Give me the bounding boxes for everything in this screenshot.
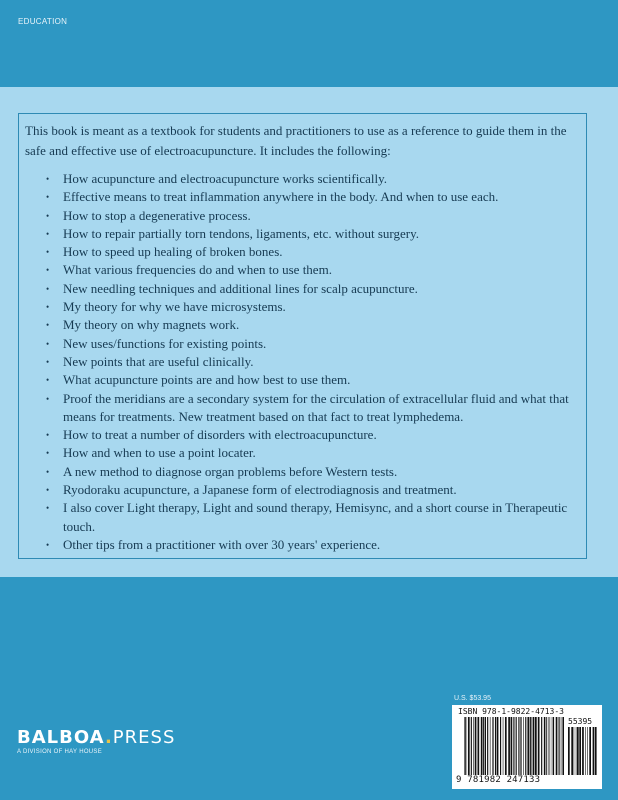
feature-list [25, 170, 585, 554]
barcode-bar [511, 717, 513, 775]
feature-item-text: New points that are useful clinically. [63, 353, 254, 369]
feature-item [25, 499, 585, 536]
bullet-dot: • [46, 192, 50, 203]
isbn-text: ISBN 978-1-9822-4713-3 [458, 707, 564, 716]
barcode-bar [550, 717, 551, 775]
barcode-bar [493, 717, 494, 775]
feature-item [25, 316, 585, 334]
feature-item-text: How to treat a number of disorders with electroacupuncture. [63, 427, 377, 443]
feature-item [25, 536, 585, 554]
barcode-bar [523, 717, 524, 775]
barcode-bar [473, 717, 474, 775]
feature-item [25, 335, 585, 353]
barcode [452, 705, 602, 789]
barcode-bar [582, 727, 584, 775]
barcode-bar [497, 717, 499, 775]
barcode-bar [546, 717, 547, 775]
barcode-bar [574, 727, 575, 775]
barcode-bar [464, 717, 465, 775]
bullet-dot: • [46, 283, 50, 294]
barcode-bar [576, 727, 577, 775]
publisher-logo [17, 728, 175, 755]
barcode-bars-main [464, 717, 564, 775]
barcode-bar [505, 717, 507, 775]
barcode-bar [490, 717, 491, 775]
barcode-bar [525, 717, 526, 775]
barcode-bar [587, 727, 588, 775]
bullet-dot: • [46, 210, 50, 221]
barcode-bar [556, 717, 558, 775]
barcode-bar [495, 717, 496, 775]
feature-item-text: New uses/functions for existing points. [63, 335, 267, 351]
barcode-bar [561, 717, 562, 775]
barcode-bar [475, 717, 477, 775]
barcode-bar [485, 717, 486, 775]
barcode-bar [481, 717, 483, 775]
barcode-bar [538, 717, 540, 775]
feature-item-text: What various frequencies do and when to use them. [63, 262, 332, 278]
bullet-dot: • [46, 393, 50, 404]
bullet-dot: • [46, 448, 50, 459]
feature-item [25, 243, 585, 261]
bullet-dot: • [46, 302, 50, 313]
feature-item-text: How acupuncture and electroacupuncture works scientifically. [63, 171, 388, 186]
feature-item [25, 371, 585, 389]
barcode-bar [577, 727, 579, 775]
barcode-bar [468, 717, 470, 775]
barcode-bar [465, 717, 466, 775]
intro-paragraph: This book is meant as a textbook for students and practitioners to use as a reference to guide them in the safe and effective use of electroacupuncture. It includes the following: [25, 123, 567, 158]
addon-number: 55395 [568, 717, 593, 726]
feature-item-text: My theory on why magnets work. [63, 317, 240, 333]
publisher-name-thin: PRESS [112, 727, 176, 748]
barcode-bar [471, 717, 472, 775]
barcode-bar [559, 717, 560, 775]
publisher-name [17, 728, 175, 748]
barcode-bar [562, 717, 564, 775]
bullet-dot: • [46, 466, 50, 477]
feature-item [25, 426, 585, 444]
barcode-bar [521, 717, 522, 775]
bullet-dot: • [46, 338, 50, 349]
feature-item-text: How and when to use a point locater. [63, 445, 256, 461]
feature-item [25, 298, 585, 316]
feature-item-text: Effective means to treat inflammation anywhere in the body. And when to use each. [63, 189, 499, 205]
feature-item [25, 353, 585, 371]
publisher-name-dot: . [104, 727, 113, 748]
barcode-bar [595, 727, 597, 775]
barcode-bar [500, 717, 501, 775]
feature-item [25, 170, 585, 188]
feature-item-text: How to stop a degenerative process. [63, 207, 251, 223]
feature-item [25, 444, 585, 462]
bullet-dot: • [46, 503, 50, 514]
barcode-bar [518, 717, 519, 775]
barcode-bars-addon [568, 727, 598, 775]
bullet-dot: • [46, 247, 50, 258]
feature-item [25, 280, 585, 298]
category-label: EDUCATION [18, 17, 68, 26]
barcode-bar [513, 717, 514, 775]
barcode-bar [544, 717, 545, 775]
price-label: U.S. $53.95 [454, 695, 491, 702]
bullet-dot: • [46, 174, 50, 184]
barcode-bar [533, 717, 535, 775]
barcode-bar [553, 717, 554, 775]
barcode-bar [503, 717, 504, 775]
barcode-bar [508, 717, 510, 775]
barcode-bar [535, 717, 537, 775]
bullet-dot: • [46, 320, 50, 331]
barcode-bar [585, 727, 586, 775]
feature-item-text: Proof the meridians are a secondary system for the circulation of extracellular fluid and what that means for treatments. New treatment based on that fact to treat lymphedema. [63, 390, 569, 424]
feature-item-text: My theory for why we have microsystems. [63, 299, 286, 315]
barcode-bar [492, 717, 493, 775]
barcode-bar [516, 717, 517, 775]
feature-item [25, 207, 585, 225]
barcode-bar [520, 717, 521, 775]
feature-item-text: Other tips from a practitioner with over 30 years' experience. [63, 536, 381, 552]
barcode-bar [527, 717, 529, 775]
barcode-bar [530, 717, 531, 775]
bullet-dot: • [46, 228, 50, 239]
feature-item [25, 261, 585, 279]
bullet-dot: • [46, 430, 50, 441]
feature-item [25, 463, 585, 481]
bullet-dot: • [46, 265, 50, 276]
feature-item-text: A new method to diagnose organ problems before Western tests. [63, 463, 398, 479]
barcode-bar [579, 727, 581, 775]
barcode-bar [532, 717, 533, 775]
feature-item [25, 188, 585, 206]
feature-item [25, 390, 585, 427]
feature-item-text: What acupuncture points are and how best to use them. [63, 372, 351, 388]
feature-item-text: Ryodoraku acupuncture, a Japanese form of electrodiagnosis and treatment. [63, 482, 457, 498]
barcode-bar [548, 717, 549, 775]
barcode-bar [483, 717, 484, 775]
bullet-dot: • [46, 539, 50, 550]
feature-item [25, 481, 585, 499]
barcode-bar [568, 727, 570, 775]
barcode-digits: 9 781982 247133 [456, 775, 541, 785]
feature-item-text: How to repair partially torn tendons, ligaments, etc. without surgery. [63, 225, 419, 241]
feature-item [25, 225, 585, 243]
feature-item-text: New needling techniques and additional lines for scalp acupuncture. [63, 280, 418, 296]
barcode-bar [487, 717, 488, 775]
bullet-dot: • [46, 375, 50, 386]
barcode-bar [571, 727, 573, 775]
feature-item-text: I also cover Light therapy, Light and sound therapy, Hemisync, and a short course in Therapeutic touch. [63, 500, 568, 534]
barcode-bar [593, 727, 595, 775]
publisher-name-bold: BALBOA [17, 727, 105, 748]
barcode-bar [541, 717, 542, 775]
bullet-dot: • [46, 485, 50, 496]
feature-item-text: How to speed up healing of broken bones. [63, 244, 283, 260]
publisher-subtitle: A DIVISION OF HAY HOUSE [17, 749, 103, 755]
bullet-dot: • [46, 356, 50, 367]
barcode-bar [552, 717, 553, 775]
barcode-bar [589, 727, 591, 775]
barcode-bar [478, 717, 480, 775]
